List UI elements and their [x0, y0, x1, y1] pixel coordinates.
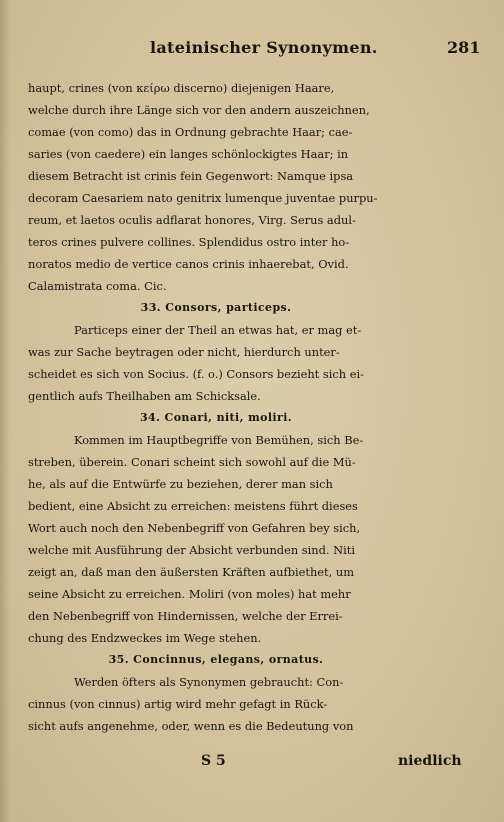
text-line: comae (von como) das in Ordnung gebrachte Haar; cae- [28, 125, 353, 139]
text-line: bedient, eine Absicht zu erreichen: meistens führt dieses [28, 499, 358, 513]
running-title: lateinischer Synonymen. [150, 38, 378, 57]
section-heading-34: 34. Conari, niti, moliri. [139, 411, 293, 424]
text-line: seine Absicht zu erreichen. Moliri (von moles) hat mehr [28, 587, 351, 601]
text-line: Werden öfters als Synonymen gebraucht: Con- [74, 675, 344, 689]
text-line: den Nebenbegriff von Hindernissen, welche der Errei- [28, 609, 343, 623]
text-line: he, als auf die Entwürfe zu beziehen, derer man sich [28, 477, 333, 491]
text-line: saries (von caedere) ein langes schönlockigtes Haar; in [28, 147, 349, 161]
section-heading-35: 35. Concinnus, elegans, ornatus. [108, 653, 324, 666]
text-line: streben, überein. Conari scheint sich sowohl auf die Mü- [28, 455, 356, 469]
text-line: chung des Endzweckes im Wege stehen. [28, 631, 262, 645]
text-line: scheidet es sich von Socius. (f. o.) Consors bezieht sich ei- [28, 367, 364, 381]
text-line: sicht aufs angenehme, oder, wenn es die Bedeutung von [28, 719, 354, 733]
text-line: welche durch ihre Länge sich vor den andern auszeichnen, [28, 103, 370, 117]
section-heading-33: 33. Consors, particeps. [140, 301, 292, 314]
text-line: was zur Sache beytragen oder nicht, hierdurch unter- [28, 345, 340, 359]
text-line: Calamistrata coma. Cic. [28, 279, 167, 293]
text-line: teros crines pulvere collines. Splendidus ostro inter ho- [28, 235, 350, 249]
text-line: Wort auch noch den Nebenbegriff von Gefahren bey sich, [28, 521, 361, 535]
text-line: Kommen im Hauptbegriffe von Bemühen, sich Be- [74, 433, 364, 447]
page-edge-shadow [0, 0, 10, 822]
catchword: niedlich [398, 753, 462, 769]
text-line: decoram Caesariem nato genitrix lumenque juventae purpu- [28, 191, 378, 205]
text-line: reum, et laetos oculis adflarat honores, Virg. Serus adul- [28, 213, 356, 227]
signature-mark: S 5 [201, 753, 226, 769]
text-line: welche mit Ausführung der Absicht verbunden sind. Niti [28, 543, 355, 557]
running-head [0, 38, 504, 62]
text-line: zeigt an, daß man den äußersten Kräften aufbiethet, um [28, 565, 355, 579]
text-line: diesem Betracht ist crinis fein Gegenwort: Namque ipsa [28, 169, 354, 183]
text-line: cinnus (von cinnus) artig wird mehr gefagt in Rück- [28, 697, 328, 711]
page-footer [0, 753, 504, 777]
text-line: haupt, crines (von κείρω discerno) diejenigen Haare, [28, 81, 335, 95]
text-line: Particeps einer der Theil an etwas hat, er mag et- [74, 323, 362, 337]
text-line: gentlich aufs Theilhaben am Schicksale. [28, 389, 261, 403]
text-line: noratos medio de vertice canos crinis inhaerebat, Ovid. [28, 257, 349, 271]
page-number: 281 [447, 38, 481, 57]
body-text [28, 77, 404, 737]
